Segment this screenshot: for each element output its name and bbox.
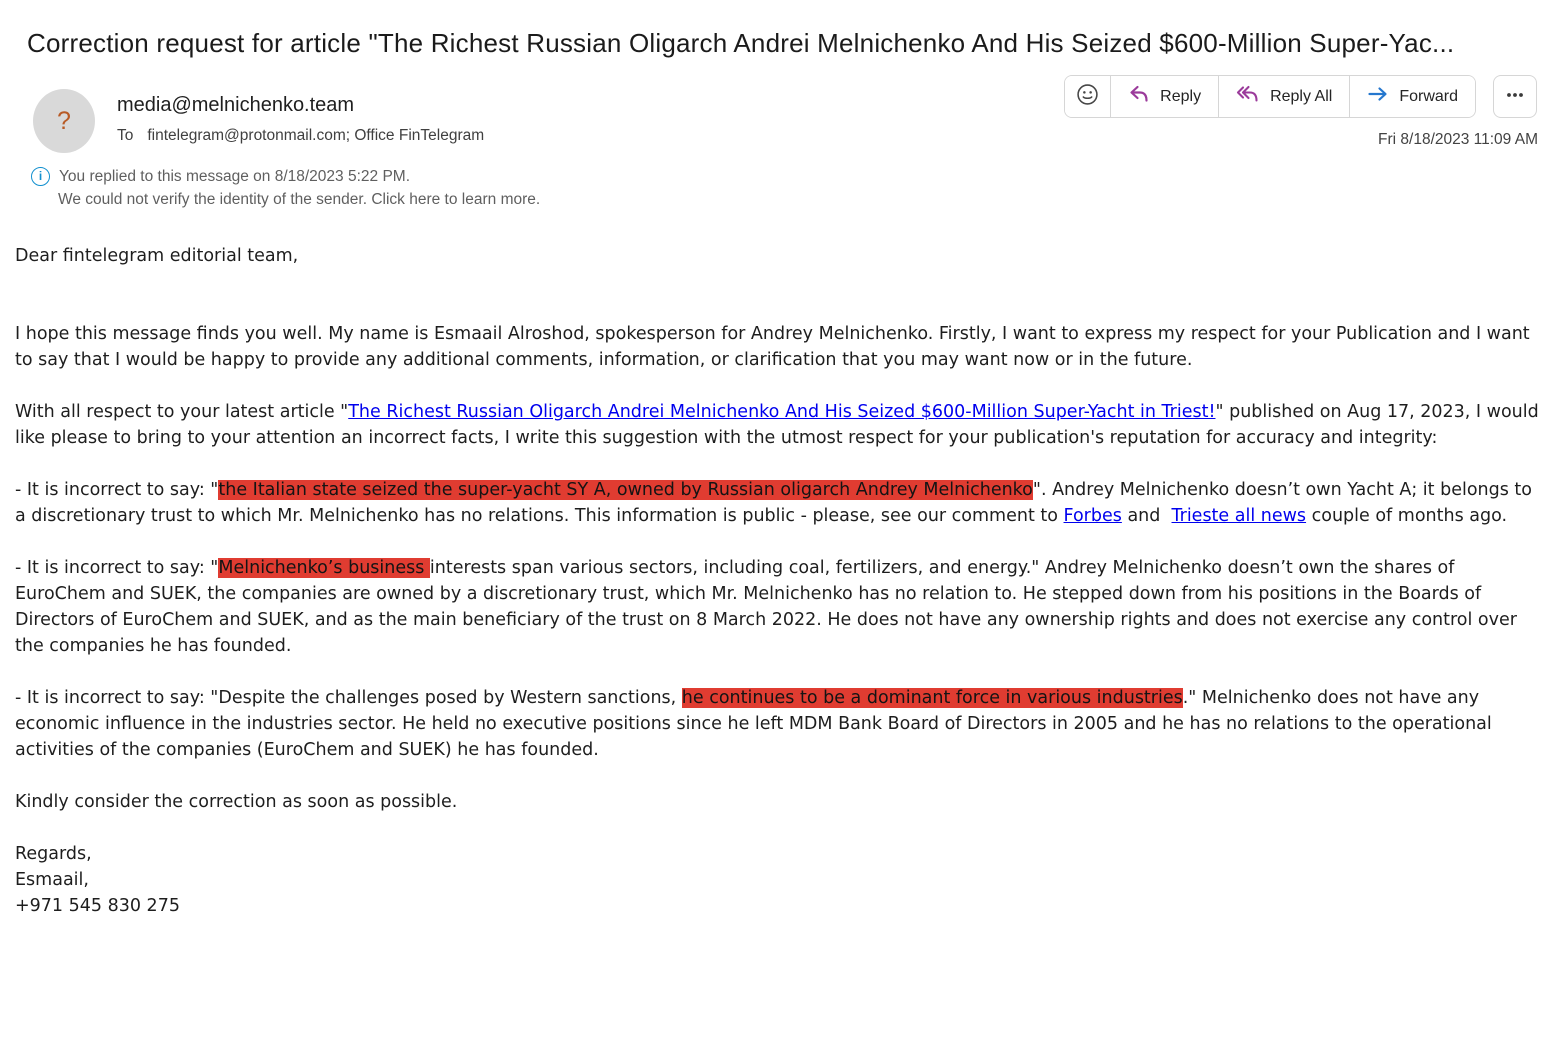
verify-notice: We could not verify the identity of the sender. (58, 191, 372, 208)
sender-address[interactable]: media@melnichenko.team (117, 94, 355, 116)
email-body (15, 243, 1543, 919)
reply-button-group (1064, 75, 1476, 118)
reply-all-button[interactable] (1218, 76, 1349, 117)
forbes-link[interactable]: Forbes (1063, 506, 1122, 526)
sender-avatar[interactable] (33, 89, 95, 153)
email-subject: Correction request for article "The Richest Russian Oligarch Andrei Melnichenko And His Seized $600-Million Super-Yac... (27, 28, 1455, 58)
forward-button[interactable] (1349, 76, 1475, 117)
avatar-question-mark: ? (57, 106, 71, 135)
signature (15, 841, 1543, 919)
smiley-icon (1076, 83, 1099, 111)
reply-all-label: Reply All (1270, 87, 1333, 105)
correction-1-mid: ". Andrey Melnichenko doesn’t own Yacht A; it belongs to a discretionary trust to which Mr. Melnichenko has no relations. This information is public - please, see our comment to (15, 480, 1532, 526)
forward-label: Forward (1399, 87, 1458, 105)
correction-item-1 (15, 477, 1543, 529)
correction-3-pre: - It is incorrect to say: "Despite the challenges posed by Western sanctions, (15, 688, 682, 708)
intro-paragraph: I hope this message finds you well. My name is Esmaail Alroshod, spokesperson for Andrey Melnichenko. Firstly, I want to express my respect for your Publication and I want to say that I would be happy to provide any additional comments, information, or clarification that you may want now or in the future. (15, 324, 1530, 370)
message-actions-toolbar (1064, 75, 1537, 118)
more-options-icon (1504, 84, 1526, 109)
correction-3-post: ." Melnichenko does not have any economic influence in the industries sector. He held no executive positions since he left MDM Bank Board of Directors in 2005 and he has no relations to the operational activities of the companies (EuroChem and SUEK) he has founded. (15, 688, 1492, 760)
greeting: Dear fintelegram editorial team, (15, 246, 299, 266)
article-link[interactable]: The Richest Russian Oligarch Andrei Melnichenko And His Seized $600-Million Super-Yacht in Triest! (348, 402, 1216, 422)
add-reaction-button[interactable] (1065, 76, 1110, 117)
signature-phone: +971 545 830 275 (15, 896, 180, 916)
article-paragraph (15, 399, 1543, 451)
signature-regards: Regards, (15, 844, 92, 864)
correction-item-2 (15, 555, 1543, 659)
article-paragraph-post: " published on Aug 17, 2023, I would like please to bring to your attention an incorrect facts, I write this suggestion with the utmost respect for your publication's reputation for accuracy and integrity: (15, 402, 1539, 448)
notice-banner (31, 165, 540, 211)
reply-icon (1128, 84, 1150, 109)
reply-button[interactable] (1110, 76, 1218, 117)
trieste-all-news-link[interactable]: Trieste all news (1171, 506, 1307, 526)
correction-2-post: interests span various sectors, including coal, fertilizers, and energy." Andrey Melnichenko doesn’t own the shares of EuroChem and SUEK, the companies are owned by a discretionary trust, which Mr. Melnichenko has no relation to. He stepped down from his positions in the Boards of Directors of EuroChem and SUEK, and as the main beneficiary of the trust on 8 March 2022. He does not have any ownership rights and does not exercise any control over the companies he has founded. (15, 558, 1517, 656)
signature-name: Esmaail, (15, 870, 89, 890)
recipients[interactable]: fintelegram@protonmail.com; Office FinTelegram (147, 127, 485, 144)
correction-1-and: and (1121, 506, 1172, 526)
correction-item-3 (15, 685, 1543, 763)
correction-2-pre: - It is incorrect to say: " (15, 558, 219, 578)
reply-all-icon (1236, 84, 1260, 109)
article-paragraph-pre: With all respect to your latest article " (15, 402, 349, 422)
more-options-button[interactable] (1493, 75, 1537, 118)
correction-1-post: couple of months ago. (1306, 506, 1508, 526)
correction-1-pre: - It is incorrect to say: " (15, 480, 219, 500)
closing-line: Kindly consider the correction as soon as possible. (15, 792, 458, 812)
replied-notice: You replied to this message on 8/18/2023 5:22 PM. (59, 168, 410, 185)
to-label: To (117, 127, 134, 144)
message-date: Fri 8/18/2023 11:09 AM (1378, 131, 1538, 148)
correction-3-highlight: he continues to be a dominant force in various industries (681, 688, 1183, 708)
reply-label: Reply (1160, 87, 1202, 105)
info-icon: i (31, 167, 50, 186)
correction-2-highlight: Melnichenko’s business (218, 558, 430, 578)
recipients-line (117, 127, 484, 145)
sender-block (117, 94, 484, 145)
forward-icon (1367, 84, 1389, 109)
verify-learn-more-link[interactable]: Click here to learn more. (371, 191, 541, 208)
correction-1-highlight: the Italian state seized the super-yacht SY A, owned by Russian oligarch Andrey Melnichenko (218, 480, 1033, 500)
